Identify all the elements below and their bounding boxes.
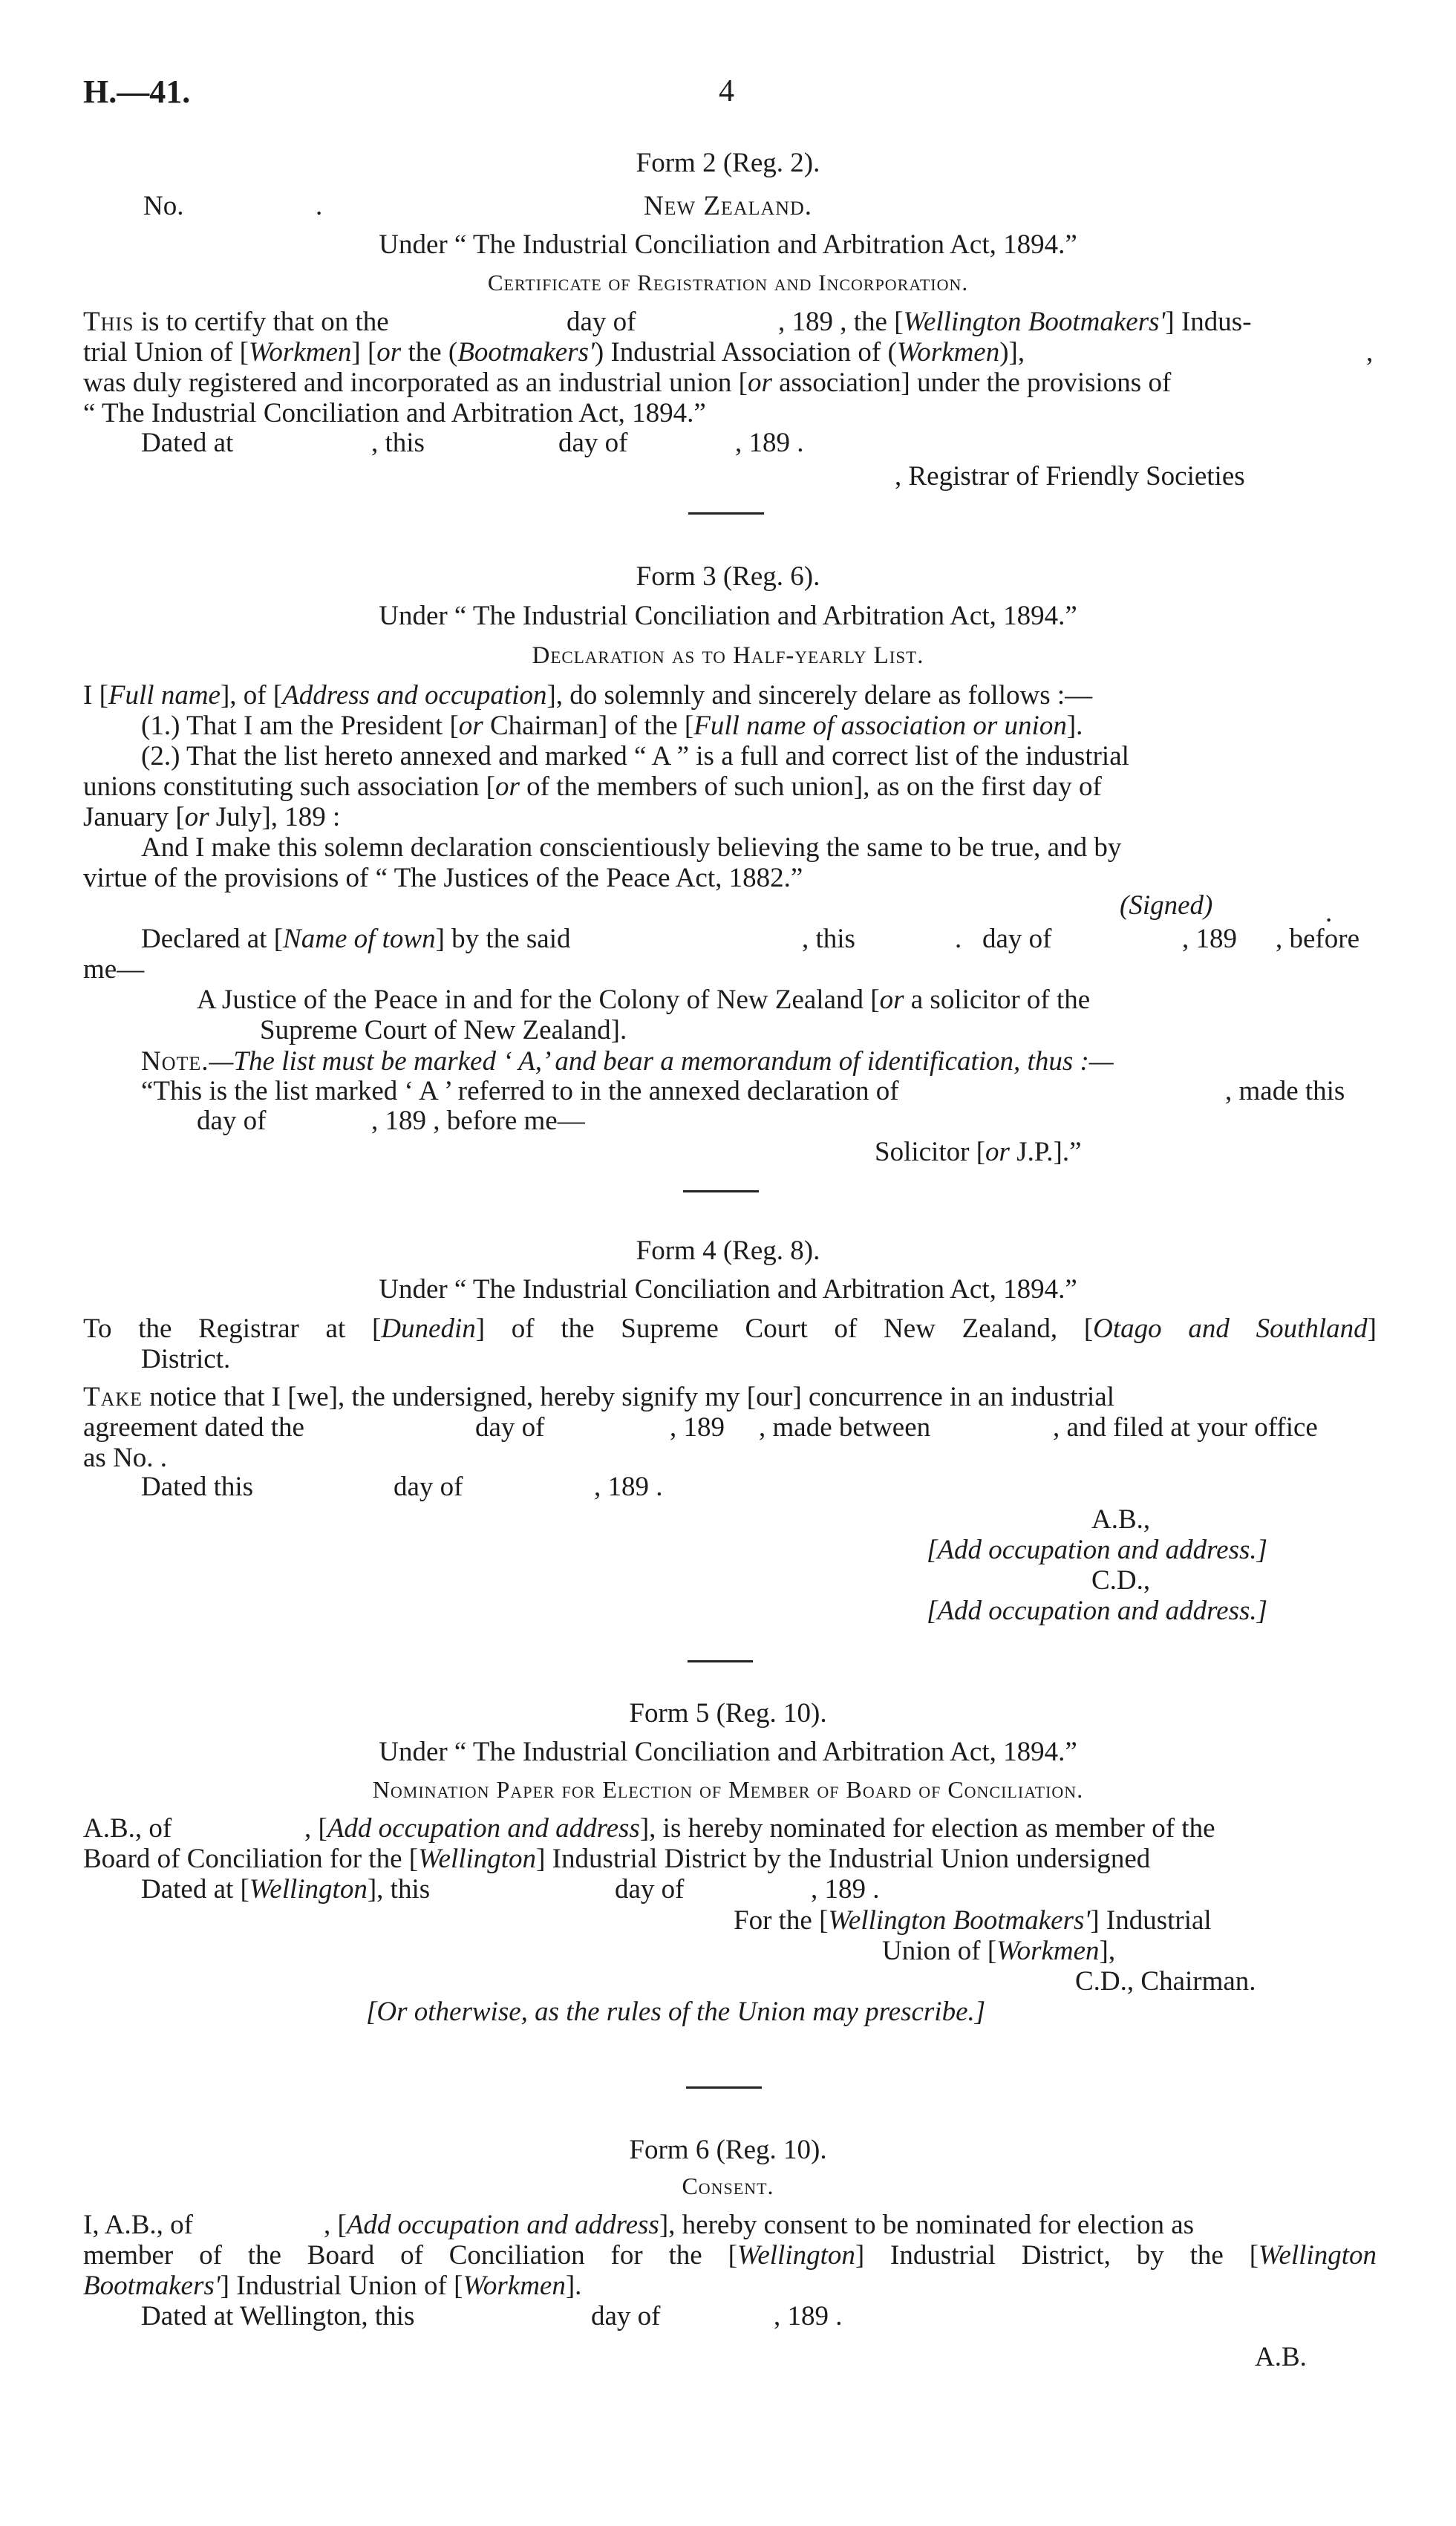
text: unions constituting such association [ [83, 771, 495, 802]
text: ]. [565, 2271, 582, 2301]
italic-text: Name of town [283, 924, 436, 954]
form-3-quote-line-2-rest: , 189 , before me— [371, 1106, 585, 1136]
form-4-signatory-cd: C.D., [1091, 1565, 1151, 1596]
page-number: 4 [719, 74, 734, 108]
italic-text: (Signed) [1120, 890, 1213, 921]
italic-text: Full name of association or union [693, 711, 1067, 741]
form-5-act: Under “ The Industrial Conciliation and Arbitration Act, 1894.” [379, 1737, 1077, 1767]
italic-text: or [458, 711, 483, 741]
text: is to certify that on the [134, 307, 389, 337]
text: trial Union of [ [83, 337, 249, 368]
text: , [ [324, 2210, 347, 2240]
italic-text: or [747, 368, 772, 398]
form-3-line-4 [83, 772, 1102, 803]
text: ] Industrial [1090, 1905, 1212, 1936]
text: For the [ [734, 1905, 829, 1936]
document-reference: H.—41. [83, 74, 191, 110]
form-5-year: , 189 . [811, 1874, 880, 1905]
form-3-jp-line-2: Supreme Court of New Zealand]. [260, 1015, 627, 1045]
form-5-line-1-b [304, 1814, 1215, 1844]
form-2-body-line-2-comma: , [1366, 337, 1374, 368]
form-6-day-of: day of [591, 2301, 661, 2331]
form-3-declared-dayof: day of [982, 924, 1052, 954]
form-3-line-5 [83, 803, 340, 833]
form-3-declared-dot: . [955, 924, 962, 954]
form-4-take-line-1 [83, 1383, 1114, 1413]
form-4-take-line-2-189: , 189 [670, 1412, 725, 1443]
form-3-me: me— [83, 954, 145, 985]
form-3-act: Under “ The Industrial Conciliation and Arbitration Act, 1894.” [379, 601, 1077, 631]
text: member of the Board of Conciliation for the [ [83, 2240, 737, 2271]
italic-text: Wellington Bootmakers' [903, 307, 1166, 337]
form-2-body-line-4: “ The Industrial Conciliation and Arbitration Act, 1894.” [83, 398, 706, 428]
form-2-no-label: No. [143, 191, 184, 221]
section-divider [688, 1660, 753, 1662]
italic-text: or [494, 771, 520, 802]
form-5-title: Form 5 (Reg. 10). [629, 1698, 827, 1729]
form-3-line-7: virtue of the provisions of “ The Justices of the Peace Act, 1882.” [83, 863, 803, 893]
form-6-line-1-a: I, A.B., of [83, 2210, 193, 2240]
italic-text: Workmen [996, 1936, 1100, 1966]
form-5-line-2 [83, 1844, 1150, 1875]
form-4-signatory-ab-address [927, 1535, 1267, 1566]
text: (1.) That I am the President [ [141, 711, 459, 741]
italic-text: or [879, 985, 904, 1015]
text: , 189 , the [ [778, 307, 904, 337]
italic-text: or [376, 337, 402, 368]
section-divider [688, 512, 764, 515]
text: ] [ [351, 337, 377, 368]
text: ], of [ [220, 680, 283, 711]
italic-text: Workmen [248, 337, 352, 368]
form-2-body-line-1 [83, 307, 389, 338]
text: Solicitor [ [875, 1137, 986, 1167]
form-4-take-line-2-dayof: day of [475, 1412, 545, 1443]
text: Chairman] of the [ [483, 711, 694, 741]
note-label: Note. [141, 1046, 209, 1077]
form-2-day-of: day of [558, 428, 628, 458]
text: July], 189 : [209, 802, 341, 832]
form-6-dated: Dated at Wellington, this [141, 2301, 415, 2331]
form-5-day-of: day of [615, 1874, 685, 1905]
form-2-year: , 189 . [735, 428, 804, 458]
text: ] Industrial Union of [ [220, 2271, 463, 2301]
text: J.P.].” [1009, 1137, 1082, 1167]
form-3-declared-189: , 189 [1182, 924, 1237, 954]
section-divider [686, 2086, 762, 2089]
italic-text: Wellington [1259, 2240, 1377, 2271]
form-4-year: , 189 . [594, 1472, 663, 1502]
text: Union of [ [882, 1936, 997, 1966]
form-4-to-line-1 [83, 1314, 1377, 1345]
text: ] by the said [435, 924, 571, 954]
take-word: Take [83, 1382, 143, 1412]
text: ] Industrial District, by the [ [855, 2240, 1259, 2271]
italic-text: Workmen [896, 337, 1000, 368]
italic-text: Add occupation and address [327, 1813, 640, 1844]
form-6-title: Form 6 (Reg. 10). [629, 2135, 827, 2165]
form-3-note [141, 1047, 1114, 1077]
form-5-union-of [882, 1936, 1115, 1967]
text: A Justice of the Peace in and for the Colony of New Zealand [ [197, 985, 880, 1015]
form-3-solicitor [875, 1138, 1082, 1168]
text: ] Indus- [1165, 307, 1252, 337]
text: association] under the provisions of [771, 368, 1172, 398]
italic-text: Workmen [463, 2271, 566, 2301]
form-4-take-line-2-made: , made between [759, 1412, 931, 1443]
text: To the Registrar at [ [83, 1313, 382, 1344]
text: Declared at [ [141, 924, 284, 954]
form-6-line-1-b [324, 2210, 1194, 2241]
form-5-chairman: C.D., Chairman. [1075, 1966, 1256, 1997]
form-3-declared [141, 924, 570, 955]
form-2-body-line-3 [83, 368, 1171, 399]
italic-text: Dunedin [381, 1313, 476, 1344]
form-4-take-line-3: as No. . [83, 1443, 168, 1473]
form-2-act: Under “ The Industrial Conciliation and Arbitration Act, 1894.” [379, 229, 1077, 260]
text: ], [1099, 1936, 1116, 1966]
form-3-quote-line-1: “This is the list marked ‘ A ’ referred to in the annexed declaration of [141, 1076, 899, 1106]
form-6-heading: Consent. [682, 2173, 774, 2199]
italic-text: Otago and Southland [1093, 1313, 1368, 1344]
form-3-title: Form 3 (Reg. 6). [636, 561, 820, 592]
text: Dated at [ [141, 1874, 249, 1905]
form-4-title: Form 4 (Reg. 8). [636, 1236, 820, 1266]
text: a solicitor of the [904, 985, 1091, 1015]
form-5-for-the [734, 1906, 1212, 1936]
form-5-dated [141, 1875, 430, 1905]
form-2-this-word: This [83, 307, 134, 337]
form-3-quote-line-2-dayof: day of [197, 1106, 267, 1136]
italic-text: —The list must be marked ‘ A,’ and bear a memorandum of identification, thus :— [209, 1046, 1114, 1077]
form-2-registrar: , Registrar of Friendly Societies [895, 461, 1245, 492]
text: of the members of such union], as on the first day of [519, 771, 1102, 802]
form-6-line-3 [83, 2271, 581, 2302]
text: , [ [304, 1813, 327, 1844]
text: ]. [1066, 711, 1083, 741]
form-6-line-2 [83, 2241, 1377, 2271]
form-4-day-of: day of [394, 1472, 463, 1502]
form-3-signed [1120, 891, 1212, 921]
italic-text: or [184, 802, 209, 832]
form-2-body-line-1-end [778, 307, 1252, 338]
text: I [ [83, 680, 108, 711]
form-5-line-1-a: A.B., of [83, 1813, 172, 1844]
text: Board of Conciliation for the [ [83, 1844, 419, 1874]
form-2-country: New Zealand. [643, 191, 813, 221]
text: )], [999, 337, 1025, 368]
italic-text: Wellington [737, 2240, 855, 2271]
form-3-jp-line-1 [197, 985, 1090, 1016]
italic-text: [Or otherwise, as the rules of the Union may prescribe.] [366, 1997, 986, 2027]
form-2-no-dot: . [316, 191, 323, 221]
form-3-line-1 [83, 681, 1092, 711]
form-2-body-line-2 [83, 338, 1025, 368]
form-3-quote-line-1-end: , made this [1225, 1076, 1345, 1106]
text: notice that I [we], the undersigned, hereby signify my [our] concurrence in an industrial [143, 1382, 1114, 1412]
text: the ( [401, 337, 458, 368]
italic-text: [Add occupation and address.] [927, 1535, 1268, 1565]
italic-text: Bootmakers' [457, 337, 595, 368]
italic-text: Add occupation and address [346, 2210, 659, 2240]
text: ], do solemnly and sincerely delare as follows :— [546, 680, 1093, 711]
text: ], this [367, 1874, 431, 1905]
form-2-this: , this [371, 428, 425, 458]
form-2-title: Form 2 (Reg. 2). [636, 148, 820, 178]
text: ], is hereby nominated for election as member of the [639, 1813, 1215, 1844]
form-6-year: , 189 . [774, 2301, 843, 2331]
form-3-declared-this: , this [802, 924, 855, 954]
form-3-signed-dot: . [1325, 898, 1333, 928]
form-3-line-3: (2.) That the list hereto annexed and marked “ A ” is a full and correct list of the industrial [141, 741, 1129, 771]
form-2-heading: Certificate of Registration and Incorporation. [487, 270, 969, 296]
form-3-line-6: And I make this solemn declaration conscientiously believing the same to be true, and by [141, 832, 1122, 863]
italic-text: Wellington [418, 1844, 537, 1874]
form-4-take-line-2-filed: , and filed at your office [1053, 1412, 1318, 1443]
text: ) Industrial Association of ( [594, 337, 897, 368]
italic-text: Bootmakers' [83, 2271, 221, 2301]
form-4-dated-this: Dated this [141, 1472, 254, 1502]
italic-text: or [985, 1137, 1010, 1167]
text: ] of the Supreme Court of New Zealand, [ [475, 1313, 1094, 1344]
italic-text: Address and occupation [282, 680, 547, 711]
text: ] [1367, 1313, 1377, 1344]
form-3-declared-before: , before [1276, 924, 1359, 954]
form-4-signatory-cd-address [927, 1596, 1267, 1627]
text: ], hereby consent to be nominated for election as [659, 2210, 1195, 2240]
italic-text: Wellington [249, 1874, 368, 1905]
italic-text: Full name [108, 680, 221, 711]
form-6-signatory: A.B. [1255, 2342, 1307, 2372]
form-3-heading: Declaration as to Half-yearly List. [532, 642, 924, 669]
italic-text: [Add occupation and address.] [927, 1596, 1268, 1626]
text: was duly registered and incorporated as an industrial union [ [83, 368, 748, 398]
form-5-heading: Nomination Paper for Election of Member of Board of Conciliation. [372, 1776, 1084, 1803]
form-3-line-2 [141, 711, 1083, 742]
section-divider [683, 1190, 759, 1192]
italic-text: Wellington Bootmakers' [828, 1905, 1091, 1936]
form-4-to-line-2: District. [141, 1344, 231, 1374]
form-4-take-line-2-a: agreement dated the [83, 1412, 304, 1443]
form-4-act: Under “ The Industrial Conciliation and Arbitration Act, 1894.” [379, 1274, 1077, 1305]
text: January [ [83, 802, 185, 832]
form-2-dated-at: Dated at [141, 428, 234, 458]
form-2-body-dayof: day of [567, 307, 636, 337]
form-4-signatory-ab: A.B., [1091, 1504, 1151, 1535]
text: ] Industrial District by the Industrial Union undersigned [536, 1844, 1151, 1874]
form-5-otherwise [366, 1997, 985, 2028]
